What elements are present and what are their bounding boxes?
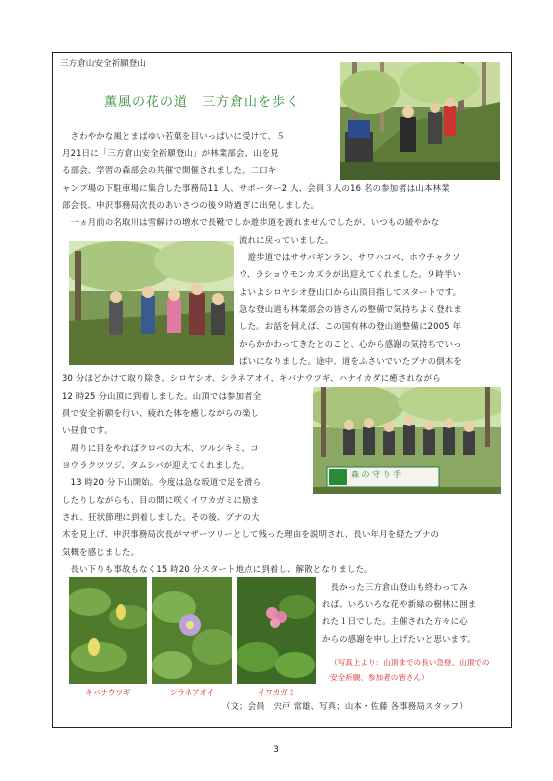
photo-steep-climb (340, 62, 500, 180)
text-line: ヨウラクツツジ、タムシバが迎えてくれました。 (62, 460, 250, 470)
text-line: よいよシロヤシオ登山口から山頂目指してスタートです。 (239, 287, 462, 297)
flower-label-iwakagami: イワカガミ (257, 688, 296, 697)
text-line: 一ヵ月前の名取川は雪解けの増水で長靴でしか遊歩道を渡れませんでしたが、いつもの緩やかな (62, 217, 440, 227)
flower-label-kibana-utsugi: キバナウツギ (85, 688, 131, 697)
text-line: 遊歩道ではササバギンラン、サワハコベ、ホウチャクソ (239, 252, 461, 262)
text-line: 流れに戻っていました。 (239, 235, 334, 245)
text-line: 長かった三方倉山登山も終わってみ (322, 582, 468, 592)
text-line: 急な登山道も林業部会の皆さんの整備で気持ちよく登れま (239, 304, 462, 314)
photo-summit-prayer (69, 241, 234, 365)
text-line: さわやかな風とまばゆい若葉を目いっぱいに受けて、５ (62, 131, 285, 141)
text-line: る部会、学習の森部会の共催で開催されました。二口キ (62, 165, 277, 175)
photo-caption-line-2: 安全祈願、参加者の皆さん） (330, 673, 429, 682)
text-line: からの感謝を申し上げたいと思います。 (322, 634, 476, 644)
banner-text: 森 の 守 り 手 (351, 470, 402, 479)
text-line: れば、いろいろな花や新緑の樹林に囲ま (322, 599, 477, 609)
text-line: したりしながらも、目の間に咲くイワカガミに励ま (62, 495, 260, 505)
photo-kibana-utsugi (69, 577, 147, 684)
text-line: 員で安全祈願を行い、疲れた体を癒しながらの楽し (62, 408, 260, 418)
page-number: 3 (273, 745, 279, 755)
text-line: 気概を感じました。 (62, 547, 140, 557)
flower-label-shirane-aoi: シラネアオイ (169, 688, 215, 697)
text-line: 月21日に「三方倉山安全祈願登山」が林業部会、山を見 (62, 148, 279, 158)
text-line: 13 時20 分下山開始。今度は急な坂道で足を滑ら (62, 477, 262, 487)
text-line: い昼食です。 (62, 425, 113, 435)
text-line: 木を見上げ、申沢事務局次長がマザーツリーとして残った理由を説明され、長い年月を経たブナの (62, 529, 440, 539)
text-line: 12 時25 分山頂に到着しました。山頂では参加者全 (62, 391, 262, 401)
text-line: 30 分ほどかけて取り除き、シロヤシオ、シラネアオイ、キバナウツギ、ハナイカダに癒されながら (62, 373, 441, 383)
text-line: 部会長、申沢事務局次長のあいさつの後９時過ぎに出発しました。 (62, 200, 320, 210)
credit-line: （文；会員 宍戸 常雄、写真；山本・佐藤 各事務局スタッフ） (222, 701, 468, 711)
article-title: 薫風の花の道 三方倉山を歩く (104, 95, 301, 110)
photo-group (313, 387, 501, 494)
text-line: した。お話を伺えば、この国有林の登山道整備に2005 年 (239, 321, 462, 331)
text-line: ャンプ場の下駐車場に集合した事務局11 人、サポーター2 人、会員３人の16 名の参加者は山本林業 (62, 183, 450, 193)
text-line: からかかわってきたとのこと、心から感謝の気持ちでいっ (239, 339, 462, 349)
text-line: 周りに目をやればクロベの大木、ツルシキミ、コ (62, 443, 259, 453)
text-line: 長い下りも事故もなく15 時20 分スタート地点に到着し、解散となりました。 (62, 564, 373, 574)
text-line: れた１日でした。主催された方々に心 (322, 616, 468, 626)
photo-shirane-aoi (152, 577, 232, 684)
text-line: され、狂状節理に到着しました。その後、ブナの大 (62, 512, 260, 522)
text-line: ウ、ラショウモンカズラが出迎えてくれました。９時半い (239, 269, 462, 279)
text-line: ぱいになりました。途中、道をふさいでいたブナの倒木を (239, 356, 462, 366)
section-label: 三方倉山安全祈願登山 (60, 59, 146, 69)
photo-caption-line-1: （写真上より：山頂までの長い急登、山頂での (330, 658, 490, 667)
photo-iwakagami (237, 577, 316, 684)
